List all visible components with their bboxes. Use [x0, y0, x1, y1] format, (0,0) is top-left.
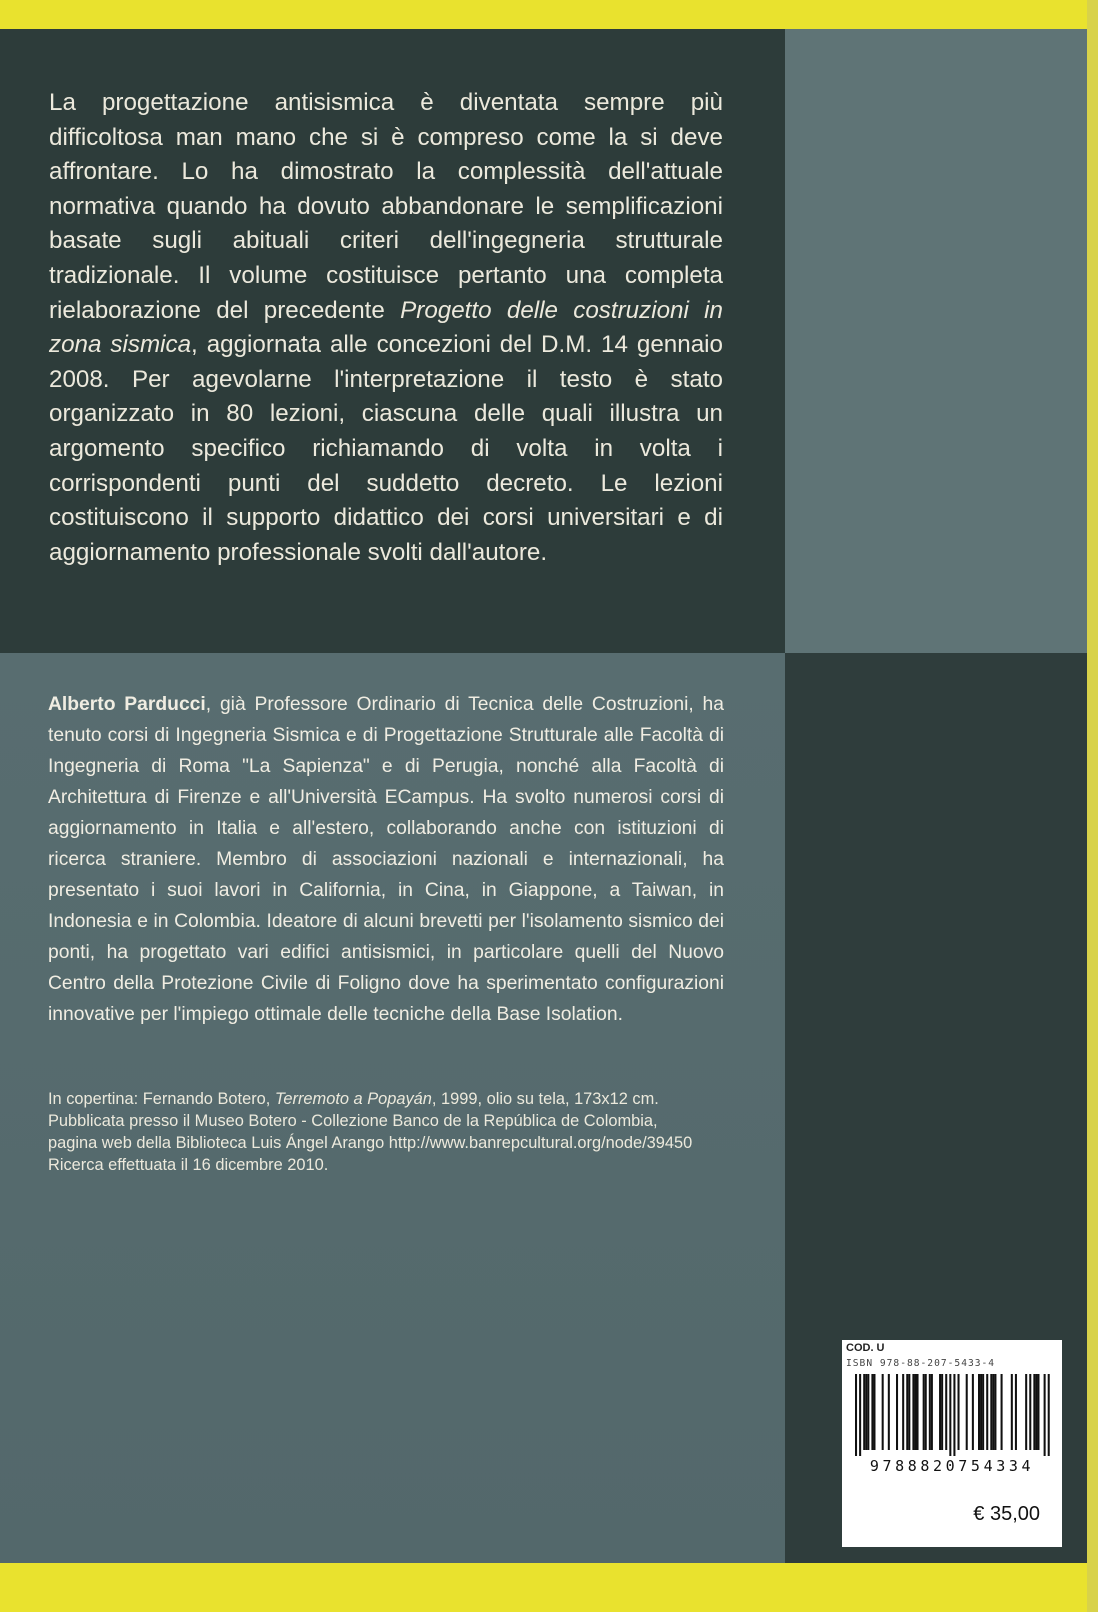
barcode-bar	[1029, 1374, 1031, 1450]
author-bio-text: , già Professore Ordinario di Tecnica delle Costruzioni, ha tenuto corsi di Ingegneria Sismica e di Progettazione Strutturale alle Facoltà di Ingegneria di Roma "La Sapienza" e di Perugia, nonché alla Facoltà di Architettura di Firenze e all'Università ECampus. Ha svolto numerosi corsi di aggiornamento in Italia e all'estero, collaborando anche con istituzioni di ricerca straniere. Membro di associazioni nazionali e internazionali, ha presentato i suoi lavori in California, in Cina, in Giappone, a Taiwan, in Indonesia e in Colombia. Ideatore di alcuni brevetti per l'isolamento sismico dei ponti, ha progettato vari edifici antisismici, in particolare quelli del Nuovo Centro della Protezione Civile di Foligno dove ha sperimentato configurazioni innovative per l'impiego ottimale delle tecniche della Base Isolation.	[48, 694, 724, 1025]
barcode-bar	[1035, 1374, 1037, 1450]
barcode-bar	[949, 1374, 951, 1456]
barcode-bar	[939, 1374, 941, 1450]
artwork-title: Terremoto a Popayán	[274, 1090, 432, 1108]
credit-line-4: Ricerca effettuata il 16 dicembre 2010.	[48, 1156, 329, 1174]
barcode-bar	[914, 1374, 916, 1450]
barcode-bar	[994, 1374, 996, 1450]
credit-suffix: , 1999, olio su tela, 173x12 cm.	[431, 1090, 659, 1108]
credit-line-2: Pubblicata presso il Museo Botero - Collezione Banco de la República de Colombia,	[48, 1112, 658, 1130]
barcode-bar	[1033, 1374, 1035, 1450]
barcode-bars	[842, 1374, 1062, 1456]
previous-book-title: Progetto delle costruzioni in zona sismica	[49, 296, 723, 359]
barcode-bar	[1001, 1374, 1003, 1450]
top-yellow-band	[0, 0, 1098, 29]
barcode-bar	[982, 1374, 984, 1450]
cover-credit	[48, 1088, 728, 1176]
barcode-bar	[1015, 1374, 1017, 1450]
credit-line-3: pagina web della Biblioteca Luis Ángel Arango http://www.banrepcultural.org/node/39450	[48, 1134, 693, 1152]
isbn-number: ISBN 978-88-207-5433-4	[846, 1358, 996, 1369]
barcode-bar	[863, 1374, 865, 1450]
barcode-bar	[1011, 1374, 1013, 1450]
credit-prefix: In copertina: Fernando Botero,	[48, 1090, 275, 1108]
credit-line-1	[48, 1088, 728, 1110]
barcode-bar	[931, 1374, 933, 1450]
barcode-bar	[912, 1374, 914, 1450]
book-description	[49, 86, 723, 570]
barcode-bar	[923, 1374, 925, 1450]
barcode-bar	[888, 1374, 890, 1450]
barcode-bar	[929, 1374, 931, 1450]
bottom-yellow-band	[0, 1563, 1098, 1612]
barcode-bar	[873, 1374, 875, 1450]
author-name: Alberto Parducci	[48, 694, 206, 715]
barcode-bar	[1037, 1374, 1039, 1450]
description-text-start: La progettazione antisismica è diventata sempre più difficoltosa man mano che si è compreso come la si deve affrontare. Lo ha dimostrato la complessità dell'attuale normativa quando ha dovuto abbandonare le semplificazioni basate sugli abituali criteri dell'ingegneria strutturale tradizionale. Il volume costituisce pertanto una completa rielaborazione del precedente	[49, 89, 723, 324]
barcode-bar	[1048, 1374, 1050, 1456]
barcode-bar	[978, 1374, 980, 1450]
barcode-bar	[906, 1374, 908, 1450]
price-label	[842, 1485, 1062, 1547]
barcode-bar	[990, 1374, 992, 1450]
barcode-bar	[953, 1374, 955, 1456]
barcode-label	[842, 1340, 1062, 1485]
barcode-bar	[992, 1374, 994, 1450]
barcode-bar	[1044, 1374, 1046, 1456]
product-code: COD. U	[846, 1342, 885, 1354]
barcode-bar	[908, 1374, 910, 1450]
barcode-bar	[902, 1374, 904, 1450]
barcode-bar	[1025, 1374, 1027, 1450]
barcode-bar	[945, 1374, 947, 1450]
right-yellow-edge	[1087, 0, 1098, 1612]
barcode-bar	[966, 1374, 968, 1450]
barcode-bar	[865, 1374, 867, 1450]
barcode-bar	[896, 1374, 898, 1450]
barcode-bar	[958, 1374, 960, 1450]
barcode-bar	[882, 1374, 884, 1450]
barcode-bar	[867, 1374, 869, 1450]
barcode-bar	[855, 1374, 857, 1456]
barcode-bar	[972, 1374, 974, 1450]
barcode-bar	[980, 1374, 982, 1450]
barcode-bar	[871, 1374, 873, 1450]
barcode-bar	[986, 1374, 988, 1450]
description-text-end: , aggiornata alle concezioni del D.M. 14 gennaio 2008. Per agevolarne l'interpretazione il testo è stato organizzato in 80 lezioni, ciascuna delle quali illustra un argomento specifico richiamando di volta in volta i corrispondenti punti del suddetto decreto. Le lezioni costituiscono il supporto didattico dei corsi universitari e di aggiornamento professionale svolti dall'autore.	[49, 331, 723, 566]
price: € 35,00	[973, 1503, 1040, 1525]
barcode-bar	[859, 1374, 861, 1456]
barcode-bar	[941, 1374, 943, 1450]
top-right-light-panel	[785, 29, 1087, 653]
ean-number: 9788820754334	[869, 1457, 1035, 1475]
barcode-bar	[917, 1374, 919, 1450]
author-bio	[48, 689, 724, 1030]
barcode-bar	[925, 1374, 927, 1450]
